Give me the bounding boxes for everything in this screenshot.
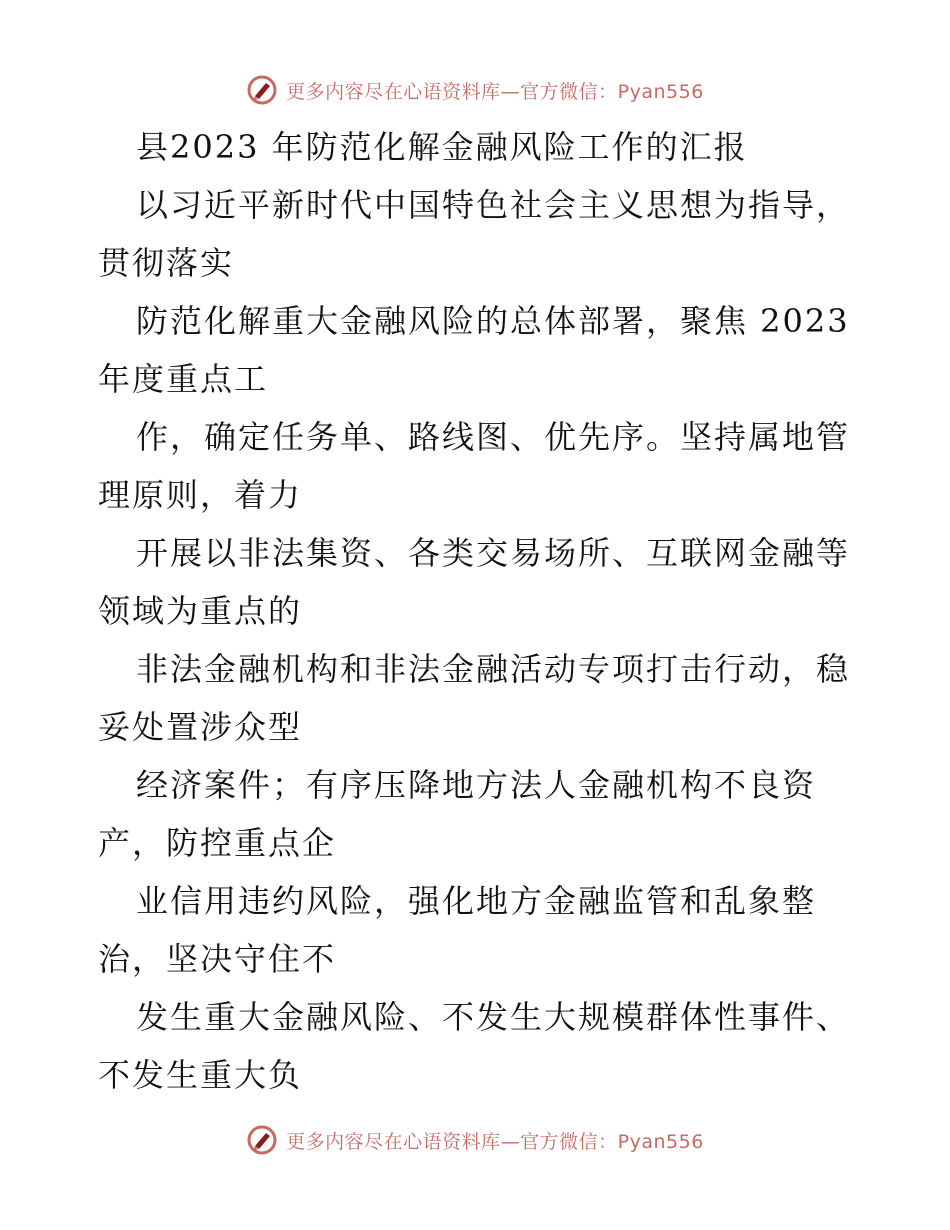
text-line: 防范化解重大金融风险的总体部署，聚焦 2023 bbox=[136, 302, 850, 340]
text-line: 开展以非法集资、各类交易场所、互联网金融等 bbox=[136, 534, 851, 572]
text-line: 年度重点工 bbox=[98, 360, 269, 398]
logo-icon bbox=[246, 1124, 278, 1156]
text-line: 作，确定任务单、路线图、优先序。坚持属地管 bbox=[136, 418, 851, 456]
text-line: 发生重大金融风险、不发生大规模群体性事件、 bbox=[136, 998, 851, 1036]
text-line: 妥处置涉众型 bbox=[98, 708, 303, 746]
footer-watermark bbox=[0, 1120, 950, 1160]
text-line: 理原则，着力 bbox=[98, 476, 303, 514]
text-line: 县2023 年防范化解金融风险工作的汇报 bbox=[136, 128, 748, 166]
watermark-text: 更多内容尽在心语资料库—官方微信：Pyan556 bbox=[286, 80, 704, 103]
text-line: 经济案件；有序压降地方法人金融机构不良资 bbox=[136, 766, 817, 804]
text-line: 贯彻落实 bbox=[98, 244, 235, 282]
text-line: 以习近平新时代中国特色社会主义思想为指导， bbox=[136, 186, 851, 224]
logo-icon bbox=[246, 74, 278, 106]
text-line: 领域为重点的 bbox=[98, 592, 303, 630]
text-line: 治，坚决守住不 bbox=[98, 940, 337, 978]
text-line: 非法金融机构和非法金融活动专项打击行动，稳 bbox=[136, 650, 851, 688]
text-line: 业信用违约风险，强化地方金融监管和乱象整 bbox=[136, 882, 817, 920]
text-line: 产，防控重点企 bbox=[98, 824, 337, 862]
document-body bbox=[98, 118, 858, 1104]
watermark-text: 更多内容尽在心语资料库—官方微信：Pyan556 bbox=[286, 1130, 704, 1153]
header-watermark bbox=[0, 70, 950, 110]
text-line: 不发生重大负 bbox=[98, 1056, 303, 1094]
